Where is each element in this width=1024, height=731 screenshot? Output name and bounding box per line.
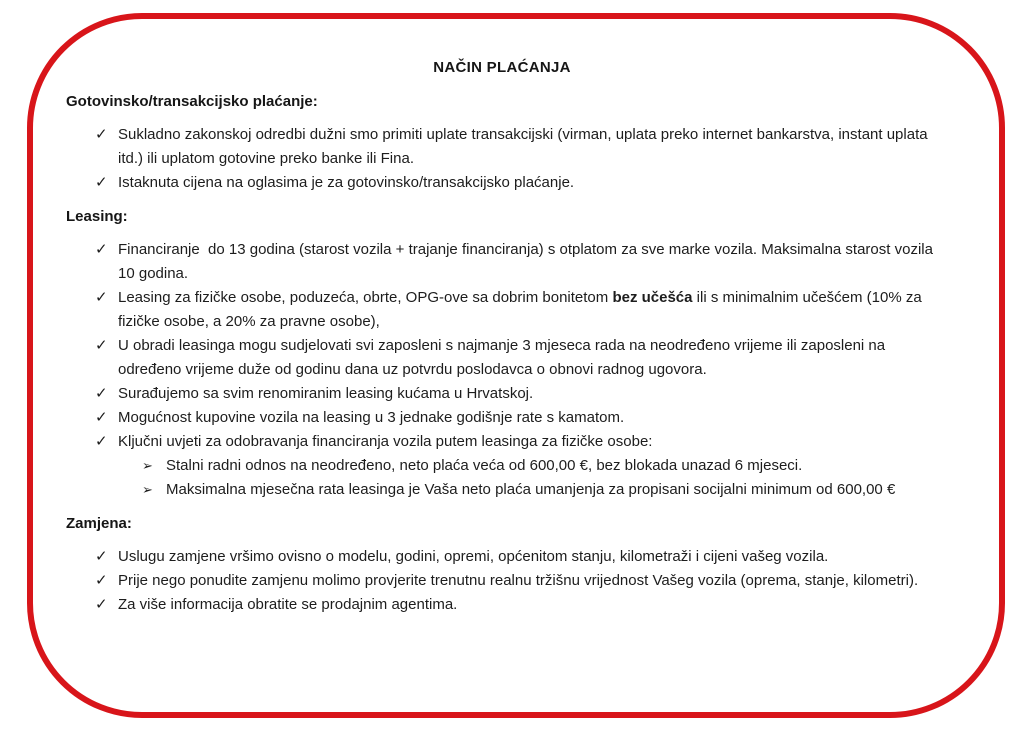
check-glyph: ✓: [95, 126, 108, 143]
arrow-icon: [142, 454, 166, 478]
item-text: Maksimalna mjesečna rata leasinga je Vaša neto plaća umanjenja za propisani socijalni minimum od 600,00 €: [166, 481, 896, 498]
list-item: [66, 171, 938, 195]
item-text-bold: bez učešća: [612, 289, 693, 306]
item-text: U obradi leasinga mogu sudjelovati svi zaposleni s najmanje 3 mjeseca rada na neodređeno vrijeme ili zaposleni na određeno vrijeme duže od godinu dana uz potvrdu poslodavca o obnovi radnog ugovora.: [118, 337, 890, 378]
list-item: [66, 593, 938, 617]
item-text-after: ili s minimalnim učešćem (10% za fizičke osobe, a 20% za pravne osobe),: [118, 289, 926, 330]
check-icon: [95, 430, 118, 454]
check-glyph: ✓: [95, 572, 108, 589]
check-glyph: ✓: [95, 241, 108, 258]
check-icon: [95, 123, 118, 171]
list-item: [66, 430, 938, 454]
item-text: Surađujemo sa svim renomiranim leasing kućama u Hrvatskoj.: [118, 385, 534, 402]
list-item: [66, 382, 938, 406]
arrow-glyph: ➢: [142, 482, 153, 497]
check-icon: [95, 238, 118, 286]
check-glyph: ✓: [95, 289, 108, 306]
list-item: [66, 123, 938, 171]
arrow-icon: [142, 478, 166, 502]
check-glyph: ✓: [95, 385, 108, 402]
list-item: [66, 545, 938, 569]
check-glyph: ✓: [95, 433, 108, 450]
check-icon: [95, 406, 118, 430]
check-icon: [95, 286, 118, 334]
item-text: Mogućnost kupovine vozila na leasing u 3 jednake godišnje rate s kamatom.: [118, 409, 625, 426]
bullet-list-cash-payment: [66, 123, 938, 195]
list-item: [66, 334, 938, 382]
section-leasing: [66, 205, 938, 502]
item-text: Ključni uvjeti za odobravanja financiranja vozila putem leasinga za fizičke osobe:: [118, 433, 653, 450]
item-text: Sukladno zakonskoj odredbi dužni smo primiti uplate transakcijski (virman, uplata preko internet bankarstva, instant uplata itd.) ili uplatom gotovine preko banke ili Fina.: [118, 126, 932, 167]
list-item: [66, 406, 938, 430]
list-item: [66, 286, 938, 334]
section-heading-cash-payment: Gotovinsko/transakcijsko plaćanje:: [66, 93, 318, 110]
item-text: Financiranje do 13 godina (starost vozila + trajanje financiranja) s otplatom za sve marke vozila. Maksimalna starost vozila 10 godina.: [118, 241, 938, 282]
check-icon: [95, 334, 118, 382]
item-text: Za više informacija obratite se prodajnim agentima.: [118, 596, 458, 613]
list-item: [66, 238, 938, 286]
document-content: [66, 56, 938, 617]
check-glyph: ✓: [95, 174, 108, 191]
item-text: Stalni radni odnos na neodređeno, neto plaća veća od 600,00 €, bez blokada unazad 6 mjeseci.: [166, 457, 803, 474]
check-glyph: ✓: [95, 409, 108, 426]
check-glyph: ✓: [95, 548, 108, 565]
bullet-list-leasing: [66, 238, 938, 502]
check-icon: [95, 171, 118, 195]
item-text: [118, 286, 938, 334]
check-icon: [95, 545, 118, 569]
item-text-before: Leasing za fizičke osobe, poduzeća, obrte, OPG-ove sa dobrim bonitetom: [118, 289, 613, 306]
check-glyph: ✓: [95, 337, 108, 354]
section-heading-trade-in: Zamjena:: [66, 515, 132, 532]
sub-list-item: [66, 454, 938, 478]
item-text: Prije nego ponudite zamjenu molimo provjerite trenutnu realnu tržišnu vrijednost Vašeg vozila (oprema, stanje, kilometri).: [118, 572, 919, 589]
check-icon: [95, 569, 118, 593]
check-icon: [95, 382, 118, 406]
list-item: [66, 569, 938, 593]
item-text: Istaknuta cijena na oglasima je za gotovinsko/transakcijsko plaćanje.: [118, 174, 575, 191]
section-cash-payment: [66, 90, 938, 195]
bullet-list-trade-in: [66, 545, 938, 617]
arrow-glyph: ➢: [142, 458, 153, 473]
sub-list-item: [66, 478, 938, 502]
item-text: Uslugu zamjene vršimo ovisno o modelu, godini, opremi, općenitom stanju, kilometraži i cijeni vašeg vozila.: [118, 548, 829, 565]
section-trade-in: [66, 512, 938, 617]
page-title: NAČIN PLAĆANJA: [433, 59, 571, 76]
check-glyph: ✓: [95, 596, 108, 613]
check-icon: [95, 593, 118, 617]
section-heading-leasing: Leasing:: [66, 208, 128, 225]
